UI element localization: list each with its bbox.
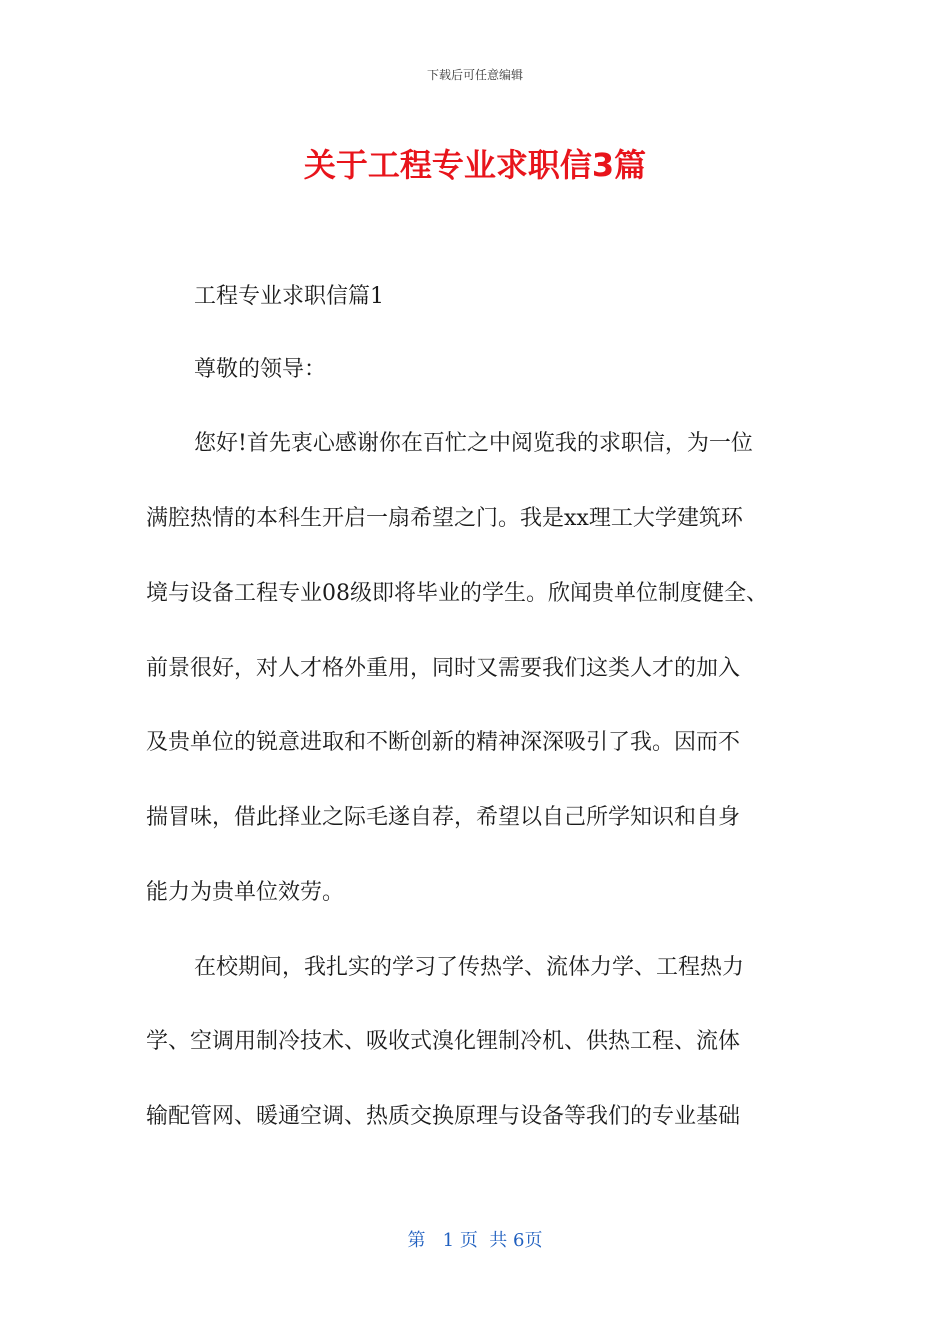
paragraph-line: 境与设备工程专业08级即将毕业的学生。欣闻贵单位制度健全、	[146, 581, 768, 606]
paragraph-line: 及贵单位的锐意进取和不断创新的精神深深吸引了我。因而不	[146, 730, 741, 755]
header-note: 下载后可任意编辑	[426, 68, 523, 82]
paragraph-line: 您好!首先衷心感谢你在百忙之中阅览我的求职信，为一位	[194, 431, 753, 456]
salutation: 尊敬的领导：	[194, 357, 327, 382]
paragraph-line: 揣冒味，借此择业之际毛遂自荐，希望以自己所学知识和自身	[146, 805, 741, 830]
paragraph-line: 能力为贵单位效劳。	[146, 880, 345, 905]
paragraph-line: 前景很好，对人才格外重用，同时又需要我们这类人才的加入	[146, 656, 741, 681]
document-title: 关于工程专业求职信3篇	[303, 146, 647, 184]
paragraph-line: 在校期间，我扎实的学习了传热学、流体力学、工程热力	[194, 955, 745, 980]
paragraph-line: 输配管网、暖通空调、热质交换原理与设备等我们的专业基础	[146, 1104, 741, 1129]
paragraph-line: 学、空调用制冷技术、吸收式溴化锂制冷机、供热工程、流体	[146, 1029, 741, 1054]
section-heading: 工程专业求职信篇1	[194, 284, 384, 309]
page-number-footer: 第 1 页 共 6页	[407, 1230, 543, 1251]
paragraph-line: 满腔热情的本科生开启一扇希望之门。我是xx理工大学建筑环	[146, 506, 743, 531]
